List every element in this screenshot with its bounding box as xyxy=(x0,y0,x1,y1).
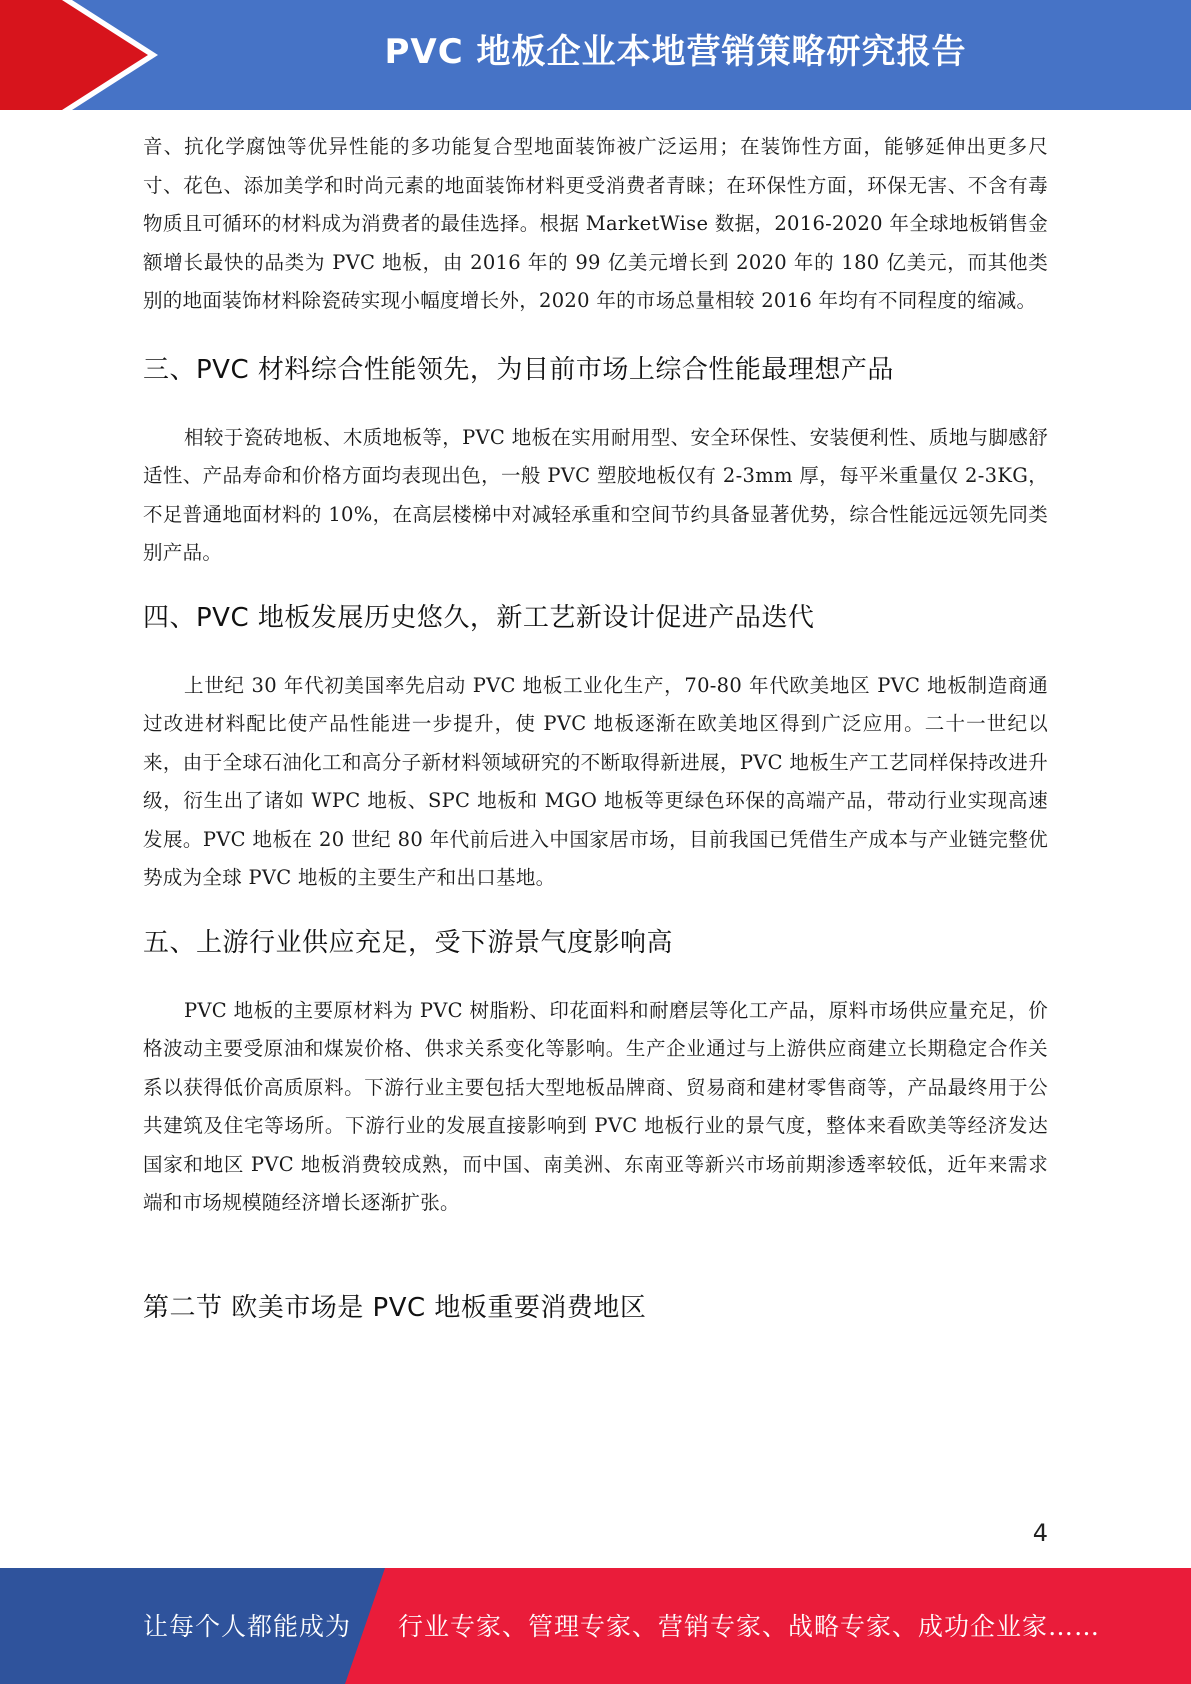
section-2-title: 第二节 欧美市场是 PVC 地板重要消费地区 xyxy=(143,1292,647,1323)
footer-slogan-left: 让每个人都能成为 xyxy=(143,1612,352,1641)
section3-heading: 三、PVC 材料综合性能领先，为目前市场上综合性能最理想产品 xyxy=(143,354,894,385)
section5-heading: 五、上游行业供应充足，受下游景气度影响高 xyxy=(143,927,674,958)
footer-slogan-right: 行业专家、管理专家、营销专家、战略专家、成功企业家…… xyxy=(398,1612,1101,1641)
page-header xyxy=(0,0,1191,110)
page-footer xyxy=(0,1568,1191,1684)
section4-heading: 四、PVC 地板发展历史悠久，新工艺新设计促进产品迭代 xyxy=(143,602,815,633)
section4-paragraph: 上世纪 30 年代初美国率先启动 PVC 地板工业化生产，70-80 年代欧美地区 PVC 地板制造商通过改进材料配比使产品性能进一步提升，使 PVC 地板逐渐在欧美地区得到广泛应用。二十一世纪以来，由于全球石油化工和高分子新材料领域研究的不断取得新进展，PVC 地板生产工艺同样保持改进升级，衍生出了诸如 WPC 地板、SPC 地板和 MGO 地板等更绿色环保的高端产品，带动行业实现高速发展。PVC 地板在 20 世纪 80 年代前后进入中国家居市场，目前我国已凭借生产成本与产业链完整优势成为全球 PVC 地板的主要生产和出口基地。 xyxy=(143,673,1048,889)
section3-paragraph: 相较于瓷砖地板、木质地板等，PVC 地板在实用耐用型、安全环保性、安装便利性、质地与脚感舒适性、产品寿命和价格方面均表现出色，一般 PVC 塑胶地板仅有 2-3mm 厚，每平米重量仅 2-3KG，不足普通地面材料的 10%，在高层楼梯中对减轻承重和空间节约具备显著优势，综合性能远远领先同类别产品。 xyxy=(143,425,1048,564)
intro-paragraph: 音、抗化学腐蚀等优异性能的多功能复合型地面装饰被广泛运用；在装饰性方面，能够延伸出更多尺寸、花色、添加美学和时尚元素的地面装饰材料更受消费者青睐；在环保性方面，环保无害、不含有毒物质且可循环的材料成为消费者的最佳选择。根据 MarketWise 数据，2016-2020 年全球地板销售金额增长最快的品类为 PVC 地板，由 2016 年的 99 亿美元增长到 2020 年的 180 亿美元，而其他类别的地面装饰材料除瓷砖实现小幅度增长外，2020 年的市场总量相较 2016 年均有不同程度的缩减。 xyxy=(143,135,1048,312)
document-body xyxy=(143,128,1048,1324)
page-number: 4 xyxy=(1032,1519,1048,1547)
report-title: PVC 地板企业本地营销策略研究报告 xyxy=(384,32,967,72)
header-red-arrow xyxy=(0,0,150,110)
section5-paragraph: PVC 地板的主要原材料为 PVC 树脂粉、印花面料和耐磨层等化工产品，原料市场供应量充足，价格波动主要受原油和煤炭价格、供求关系变化等影响。生产企业通过与上游供应商建立长期稳定合作关系以获得低价高质原料。下游行业主要包括大型地板品牌商、贸易商和建材零售商等，产品最终用于公共建筑及住宅等场所。下游行业的发展直接影响到 PVC 地板行业的景气度，整体来看欧美等经济发达国家和地区 PVC 地板消费较成熟，而中国、南美洲、东南亚等新兴市场前期渗透率较低，近年来需求端和市场规模随经济增长逐渐扩张。 xyxy=(143,998,1048,1214)
